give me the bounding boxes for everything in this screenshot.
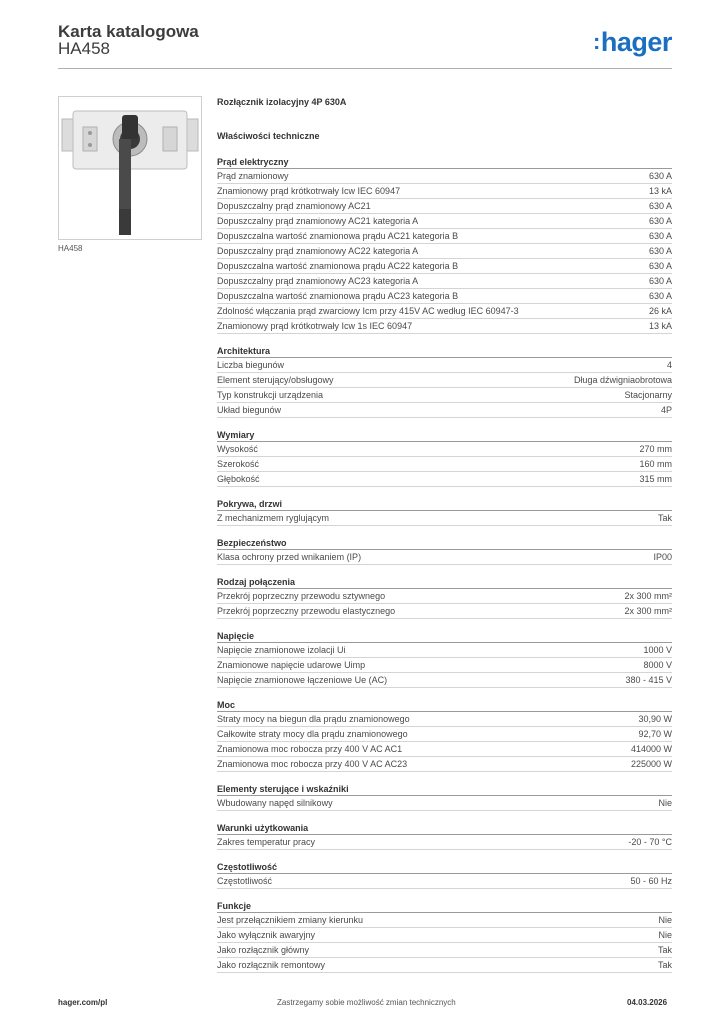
section-heading: Wymiary [217,429,672,442]
spec-row [217,928,672,943]
spec-value: Nie [658,798,672,808]
spec-row [217,199,672,214]
spec-label: Znamionowy prąd krótkotrwały Icw IEC 60947 [217,186,401,196]
spec-label: Całkowite straty mocy dla prądu znamionowego [217,729,408,739]
spec-label: Liczba biegunów [217,360,285,370]
spec-value: Nie [658,915,672,925]
spec-row [217,373,672,388]
spec-row [217,958,672,973]
spec-label: Przekrój poprzeczny przewodu sztywnego [217,591,386,601]
footer-disclaimer: Zastrzegamy sobie możliwość zmian technicznych [277,998,456,1007]
spec-row [217,229,672,244]
spec-value: 315 mm [639,474,672,484]
spec-label: Klasa ochrony przed wnikaniem (IP) [217,552,362,562]
section-heading: Pokrywa, drzwi [217,498,672,511]
spec-row [217,259,672,274]
spec-row [217,184,672,199]
spec-label: Napięcie znamionowe łączeniowe Ue (AC) [217,675,388,685]
spec-value: 13 kA [648,186,672,196]
spec-value: 630 A [648,171,672,181]
spec-value: 630 A [648,246,672,256]
spec-label: Prąd znamionowy [217,171,289,181]
header-title: Karta katalogowa [58,22,199,41]
spec-label: Z mechanizmem ryglującym [217,513,330,523]
spec-value: 50 - 60 Hz [630,876,672,886]
spec-value: 1000 V [643,645,672,655]
spec-label: Jako rozłącznik główny [217,945,310,955]
spec-value: Tak [657,513,672,523]
spec-value: 30,90 W [638,714,672,724]
footer-website[interactable]: hager.com/pl [58,998,108,1007]
spec-label: Układ biegunów [217,405,282,415]
spec-label: Jako rozłącznik remontowy [217,960,326,970]
spec-value: Nie [658,930,672,940]
spec-label: Dopuszczalny prąd znamionowy AC22 kategoria A [217,246,419,256]
spec-value: 2x 300 mm² [624,606,672,616]
section-heading: Rodzaj połączenia [217,576,672,589]
spec-row [217,874,672,889]
spec-row [217,169,672,184]
spec-row [217,214,672,229]
spec-label: Znamionowa moc robocza przy 400 V AC AC23 [217,759,408,769]
spec-value: 26 kA [648,306,672,316]
image-caption: HA458 [58,244,83,253]
spec-row [217,244,672,259]
spec-label: Wysokość [217,444,258,454]
spec-label: Znamionowe napięcie udarowe Uimp [217,660,366,670]
spec-value: 380 - 415 V [625,675,672,685]
spec-value: Stacjonarny [624,390,672,400]
spec-row [217,589,672,604]
spec-label: Dopuszczalny prąd znamionowy AC21 [217,201,371,211]
section-heading: Architektura [217,345,672,358]
spec-value: 13 kA [648,321,672,331]
spec-label: Straty mocy na biegun dla prądu znamionowego [217,714,410,724]
spec-label: Szerokość [217,459,260,469]
spec-label: Typ konstrukcji urządzenia [217,390,324,400]
section-heading: Funkcje [217,900,672,913]
footer-date: 04.03.2026 [627,998,668,1007]
spec-value: Tak [657,960,672,970]
spec-row [217,658,672,673]
spec-row [217,472,672,487]
spec-row [217,550,672,565]
header-divider [58,68,672,69]
spec-row [217,712,672,727]
spec-row [217,643,672,658]
spec-value: IP00 [653,552,672,562]
spec-value: 225000 W [630,759,672,769]
spec-label: Częstotliwość [217,876,273,886]
spec-label: Napięcie znamionowe izolacji Ui [217,645,346,655]
spec-row [217,742,672,757]
product-title: Rozłącznik izolacyjny 4P 630A [217,97,347,107]
spec-label: Dopuszczalny prąd znamionowy AC23 kategoria A [217,276,419,286]
spec-value: 630 A [648,231,672,241]
spec-label: Znamionowy prąd krótkotrwały Icw 1s IEC 60947 [217,321,413,331]
section-heading: Elementy sterujące i wskaźniki [217,783,672,796]
spec-label: Dopuszczalny prąd znamionowy AC21 kategoria A [217,216,419,226]
spec-label: Jest przełącznikiem zmiany kierunku [217,915,364,925]
spec-label: Wbudowany napęd silnikowy [217,798,333,808]
spec-row [217,358,672,373]
spec-value: Tak [657,945,672,955]
spec-label: Zdolność włączania prąd zwarciowy Icm przy 415V AC według IEC 60947-3 [217,306,519,316]
spec-row [217,319,672,334]
switch-disconnector-image [59,97,201,239]
spec-row [217,304,672,319]
spec-row [217,442,672,457]
properties-title: Właściwości techniczne [217,131,320,141]
spec-value: Długa dźwigniaobrotowa [573,375,672,385]
spec-row [217,289,672,304]
spec-row [217,604,672,619]
spec-value: 4P [660,405,672,415]
spec-value: 630 A [648,201,672,211]
spec-label: Głębokość [217,474,260,484]
spec-row [217,757,672,772]
spec-label: Przekrój poprzeczny przewodu elastycznego [217,606,396,616]
spec-value: 630 A [648,261,672,271]
spec-table [217,156,672,973]
spec-row [217,403,672,418]
spec-label: Jako wyłącznik awaryjny [217,930,316,940]
spec-row [217,457,672,472]
spec-row [217,943,672,958]
section-heading: Bezpieczeństwo [217,537,672,550]
spec-row [217,511,672,526]
spec-value: 92,70 W [638,729,672,739]
section-heading: Częstotliwość [217,861,672,874]
spec-label: Element sterujący/obsługowy [217,375,334,385]
spec-label: Dopuszczalna wartość znamionowa prądu AC23 kategoria B [217,291,459,301]
section-heading: Napięcie [217,630,672,643]
product-image [58,96,202,240]
header-subtitle: HA458 [58,39,110,58]
spec-row [217,727,672,742]
section-heading: Moc [217,699,672,712]
spec-row [217,835,672,850]
spec-value: 630 A [648,291,672,301]
spec-value: 2x 300 mm² [624,591,672,601]
spec-label: Zakres temperatur pracy [217,837,316,847]
spec-row [217,796,672,811]
spec-label: Dopuszczalna wartość znamionowa prądu AC21 kategoria B [217,231,459,241]
section-heading: Warunki użytkowania [217,822,672,835]
spec-label: Dopuszczalna wartość znamionowa prądu AC22 kategoria B [217,261,459,271]
spec-label: Znamionowa moc robocza przy 400 V AC AC1 [217,744,403,754]
spec-value: -20 - 70 °C [628,837,672,847]
spec-value: 8000 V [643,660,672,670]
spec-row [217,913,672,928]
spec-value: 414000 W [630,744,672,754]
spec-value: 160 mm [639,459,672,469]
section-heading: Prąd elektryczny [217,156,672,169]
spec-row [217,274,672,289]
spec-row [217,388,672,403]
spec-value: 270 mm [639,444,672,454]
logo-text: hager [600,27,672,57]
spec-value: 630 A [648,216,672,226]
spec-row [217,673,672,688]
hager-logo[interactable]: :hager [593,27,672,57]
spec-value: 4 [666,360,672,370]
spec-value: 630 A [648,276,672,286]
